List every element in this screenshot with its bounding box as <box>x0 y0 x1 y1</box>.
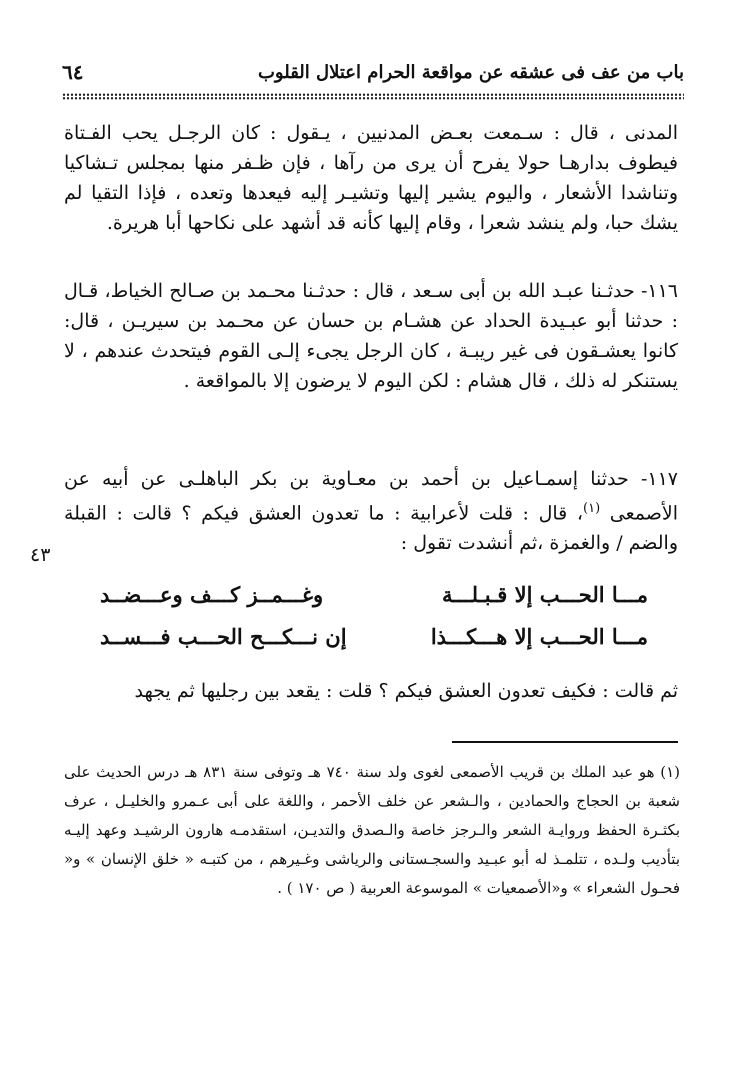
paragraph-1 <box>64 118 678 238</box>
footnote-reference: (١) <box>583 501 601 516</box>
footnote-1-text: (١) هو عبد الملك بن قريب الأصمعى لغوى ولد سنة ٧٤٠ هـ وتوفى سنة ٨٣١ هـ درس الحديث على شعبة بن الحجاج والحمادين ، والـشعر عن خلف الأحمر ، واللغة على أبى عـمرو والخليـل ، عرف بكثـرة الحفظ وروايـة الشعر والـرجز خاصة والـصدق والتديـن، استقدمـه هارون الرشيـد وعهد إليـه بتأديب ولـده ، تتلمـذ له أبو عبـيد والسجـستانى والرياشى وغـيرهم ، من كتبـه « خلق الإنسان » و« فحـول الشعراء » و«الأصمعيات » الموسوعة العربية ( ص ١٧٠ ) . <box>64 763 680 897</box>
paragraph-117 <box>64 464 678 558</box>
chapter-title: باب من عف فى عشقه عن مواقعة الحرام اعتلال القلوب <box>257 62 684 83</box>
verse-1-first-hemistich: مـــا الحـــب إلا قـبـلـــة <box>441 582 648 607</box>
verse-line-2 <box>100 624 648 658</box>
closing-line: ثم قالت : فكيف تعدون العشق فيكم ؟ قلت : يقعد بين رجليها ثم يجهد <box>134 680 678 702</box>
margin-page-marker: ٤٣ <box>30 544 51 566</box>
paragraph-116 <box>64 276 678 396</box>
paragraph-117-start: ١١٧- حدثنا إسمـاعيل بن أحمد بن معـاوية بن بكر الباهلـى عن أبيه عن الأصمعى <box>64 468 678 525</box>
footnote-divider <box>452 741 678 743</box>
verse-1-second-hemistich: وغـــمــز كـــف وعـــضــد <box>100 582 324 607</box>
page-number: ٦٤ <box>62 60 84 84</box>
verse-line-1 <box>100 582 648 616</box>
header-divider <box>62 93 684 100</box>
verse-2-second-hemistich: إن نـــكـــح الحـــب فـــســد <box>100 624 347 649</box>
footnote-1 <box>64 758 680 903</box>
paragraph-1-text: المدنى ، قال : سـمعت بعـض المدنيين ، يـقول : كان الرجـل يحب الفـتاة فيطوف بدارهـا حولا يفرح أن يرى من رآها ، فإن ظـفر منها بمجلس تـشاكيا وتناشدا الأشعار ، واليوم يشير إليها وتشيـر إليه فيعدها وتعده ، فإذا التقيا لم يشك حبا، ولم ينشد شعرا ، وقام إليها كأنه قد أشهد على نكاحها أبا هريرة. <box>64 122 678 234</box>
verse-2-first-hemistich: مـــا الحـــب إلا هـــكـــذا <box>430 624 648 649</box>
paragraph-117-end: ، قال : قلت لأعرابية : ما تعدون العشق فيكم ؟ قالت : القبلة والضم / والغمزة ،ثم أنشدت تقول : <box>64 502 678 555</box>
running-header <box>62 58 684 88</box>
paragraph-116-text: ١١٦- حدثـنا عبـد الله بن أبى سـعد ، قال : حدثـنا محـمد بن صـالح الخياط، قـال : حدثنا أبو عبـيدة الحداد عن هشـام بن حسان عن محـمد بن سيريـن ، قال: كانوا يعشـقون فى غير ريبـة ، كان الرجل يجىء إلـى القوم فيتحدث عندهم ، لا يستنكر له ذلك ، قال هشام : لكن اليوم لا يرضون إلا بالمواقعة . <box>64 280 678 392</box>
paragraph-117-text <box>64 464 678 558</box>
